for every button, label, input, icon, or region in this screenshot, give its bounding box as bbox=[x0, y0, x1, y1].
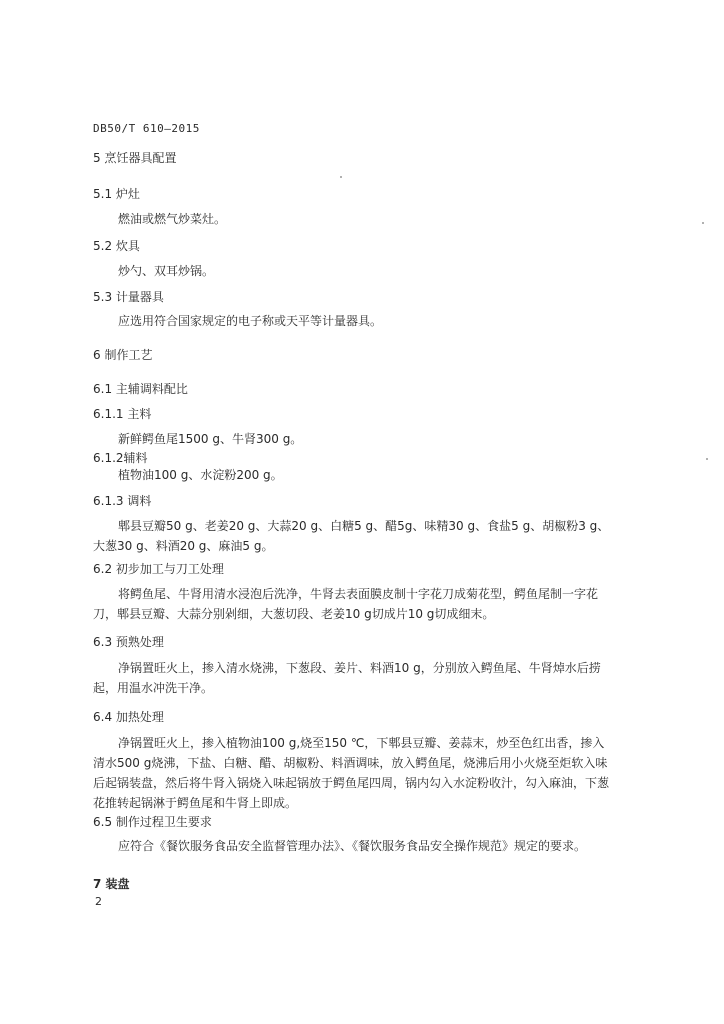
section-6-1-1-body: 新鲜鳄鱼尾1500 g、牛肾300 g。 bbox=[118, 432, 303, 446]
section-6-2-title: 6.2 初步加工与刀工处理 bbox=[93, 562, 224, 576]
section-5-1-body: 燃油或燃气炒菜灶。 bbox=[118, 212, 227, 226]
section-6-2-body: 将鳄鱼尾、牛肾用清水浸泡后洗净，牛肾去表面膜皮制十字花刀成菊花型，鳄鱼尾制一字花刀，郫县豆瓣、大蒜分别剁细，大葱切段、老姜10 g切成片10 g切成细末。 bbox=[93, 587, 599, 621]
section-6-4-body: 净锅置旺火上，掺入植物油100 g,烧至150 ℃，下郫县豆瓣、姜蒜末，炒至色红出香，掺入清水500 g烧沸，下盐、白糖、醋、胡椒粉、料酒调味，放入鳄鱼尾，烧沸后用小火烧至炬软入味后起锅装盘，然后将牛肾入锅烧入味起锅放于鳄鱼尾四周，锅内勾入水淀粉收汁，勾入麻油，下葱花推转起锅淋于鳄鱼尾和牛肾上即成。 bbox=[93, 736, 610, 810]
section-6-5-title: 6.5 制作过程卫生要求 bbox=[93, 815, 212, 829]
section-6-1-1-title: 6.1.1 主料 bbox=[93, 407, 152, 421]
scan-speck bbox=[706, 458, 708, 460]
section-5-title: 5 烹饪器具配置 bbox=[93, 151, 177, 165]
section-6-1-3-title: 6.1.3 调料 bbox=[93, 494, 152, 508]
section-6-3-body: 净锅置旺火上，掺入清水烧沸，下葱段、姜片、料酒10 g，分别放入鳄鱼尾、牛肾焯水后捞起，用温水冲洗干净。 bbox=[93, 661, 601, 695]
section-6-4-title: 6.4 加热处理 bbox=[93, 710, 164, 724]
section-5-1-title: 5.1 炉灶 bbox=[93, 187, 140, 201]
scan-speck bbox=[340, 176, 342, 178]
section-6-1-2-title: 6.1.2辅料 bbox=[93, 451, 148, 465]
scan-speck bbox=[702, 222, 704, 224]
section-6-5-body: 应符合《餐饮服务食品安全监督管理办法》、《餐饮服务食品安全操作规范》规定的要求。 bbox=[118, 839, 587, 853]
section-5-2-title: 5.2 炊具 bbox=[93, 239, 140, 253]
section-5-3-body: 应选用符合国家规定的电子称或天平等计量器具。 bbox=[118, 314, 383, 328]
section-6-1-2-body: 植物油100 g、水淀粉200 g。 bbox=[118, 468, 283, 482]
page-number: 2 bbox=[95, 895, 102, 908]
section-5-2-body: 炒勺、双耳炒锅。 bbox=[118, 264, 215, 278]
section-6-1-3-body: 郫县豆瓣50 g、老姜20 g、大蒜20 g、白糖5 g、醋5g、味精30 g、食盐5 g、胡椒粉3 g、大葱30 g、料酒20 g、麻油5 g。 bbox=[93, 519, 610, 553]
section-7-title: 7 装盘 bbox=[93, 877, 130, 891]
section-6-1-title: 6.1 主辅调料配比 bbox=[93, 382, 188, 396]
section-5-3-title: 5.3 计量器具 bbox=[93, 290, 164, 304]
standard-code-header: DB50/T 610—2015 bbox=[93, 122, 200, 135]
section-6-3-title: 6.3 预熟处理 bbox=[93, 635, 164, 649]
section-6-title: 6 制作工艺 bbox=[93, 348, 153, 362]
